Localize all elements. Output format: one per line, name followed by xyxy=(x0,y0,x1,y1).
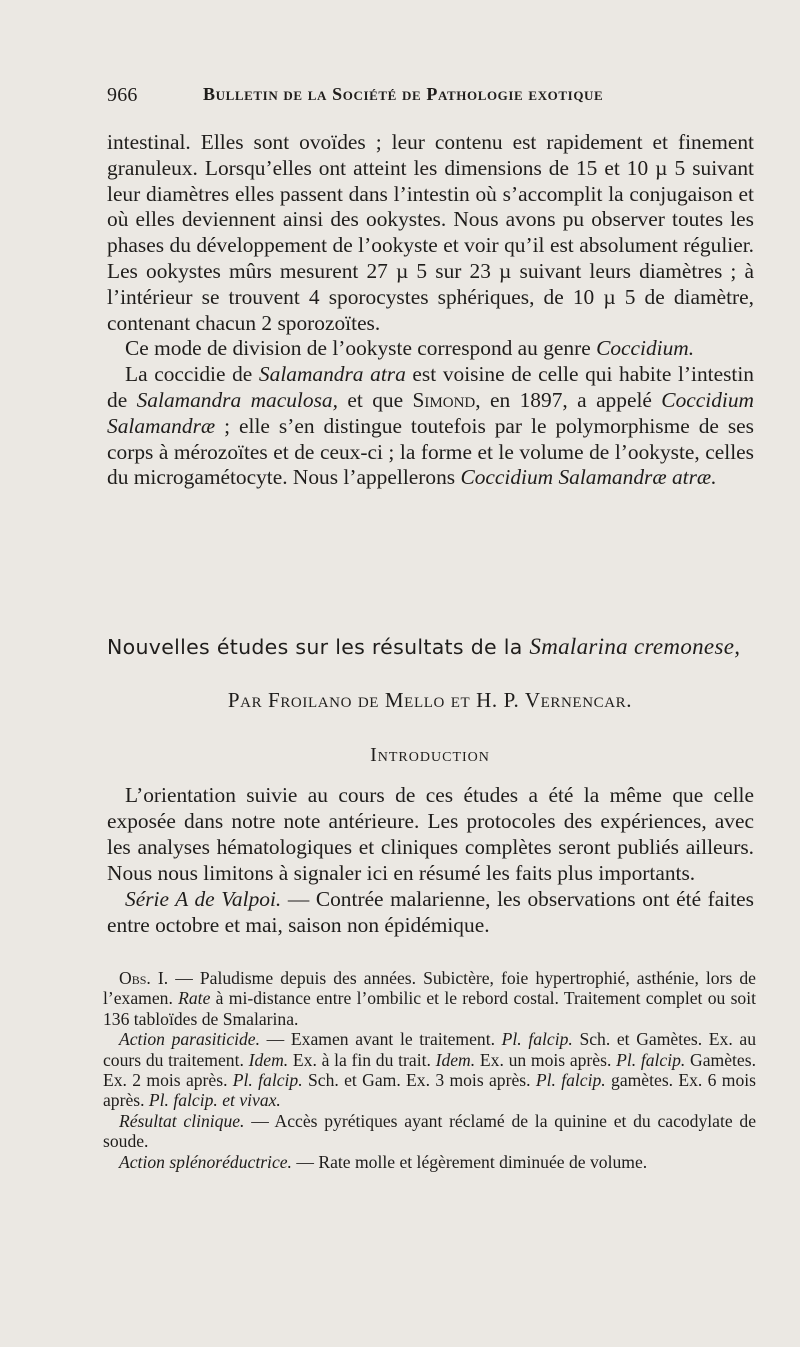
previous-article-conclusion xyxy=(107,130,754,491)
observation-paragraph: Résultat clinique. — Accès pyrétiques ayant réclamé de la quinine et du cacodylate de soude. xyxy=(103,1110,756,1152)
observation-block xyxy=(103,968,756,1172)
observation-paragraph: Obs. I. — Paludisme depuis des années. Subictère, foie hypertrophié, asthénie, lors de l’examen. Rate à mi-distance entre l’ombilic et le rebord costal. Traitement complet ou soit 136 tabloïdes de Smalarina. xyxy=(103,968,756,1029)
page-number: 966 xyxy=(107,84,138,106)
paragraph: L’orientation suivie au cours de ces études a été la même que celle exposée dans notre note antérieure. Les protocoles des expériences, avec les analyses hématologiques et cliniques complètes seront publiés ailleurs. Nous nous limitons à signaler ici en résumé les faits plus importants. xyxy=(107,783,754,885)
paragraph: intestinal. Elles sont ovoïdes ; leur contenu est rapidement et finement granuleux. Lorsqu’elles ont atteint les dimensions de 15 et 10 µ 5 suivant leur diamètres elles passent dans l’intestin où s’accomplit la conjugaison et où elles deviennent ainsi des ookystes. Nous avons pu observer toutes les phases du développement de l’ookyste et voir qu’il est absolument régulier. Les ookystes mûrs mesurent 27 µ 5 sur 23 µ suivant leurs diamètres ; à l’intérieur se trouvent 4 sporocystes sphériques, de 10 µ 5 de diamètre, contenant chacun 2 sporozoïtes. xyxy=(107,130,754,335)
paragraph: La coccidie de Salamandra atra est voisine de celle qui habite l’intestin de Salamandra maculosa, et que Simond, en 1897, a appelé Coccidium Salamandræ ; elle s’en distingue toutefois par le polymorphisme de ses corps à mérozoïtes et de ceux-ci ; la forme et le volume de l’ookyste, celles du microgamétocyte. Nous l’appellerons Coccidium Salamandræ atræ. xyxy=(107,362,754,490)
article-authors: Par Froilano de Mello et H. P. Vernencar. xyxy=(227,688,633,712)
observation-paragraph: Action splénoréductrice. — Rate molle et légèrement diminuée de volume. xyxy=(119,1151,648,1172)
article-title: Nouvelles études sur les résultats de la Smalarina cremonese, xyxy=(107,634,741,659)
section-heading: Introduction xyxy=(370,744,490,766)
observation-paragraph: Action parasiticide. — Examen avant le traitement. Pl. falcip. Sch. et Gamètes. Ex. au cours du traitement. Idem. Ex. à la fin du trait. Idem. Ex. un mois après. Pl. falcip. Gamètes. Ex. 2 mois après. Pl. falcip. Sch. et Gam. Ex. 3 mois après. Pl. falcip. gamètes. Ex. 6 mois après. Pl. falcip. et vivax. xyxy=(103,1029,757,1111)
journal-title: Bulletin de la Société de Pathologie exotique xyxy=(203,84,604,104)
paragraph: Ce mode de division de l’ookyste correspond au genre Coccidium. xyxy=(125,336,695,361)
introduction-text xyxy=(107,782,754,938)
paragraph: Série A de Valpoi. — Contrée malarienne, les observations ont été faites entre octobre et mai, saison non épidémique. xyxy=(107,887,754,937)
